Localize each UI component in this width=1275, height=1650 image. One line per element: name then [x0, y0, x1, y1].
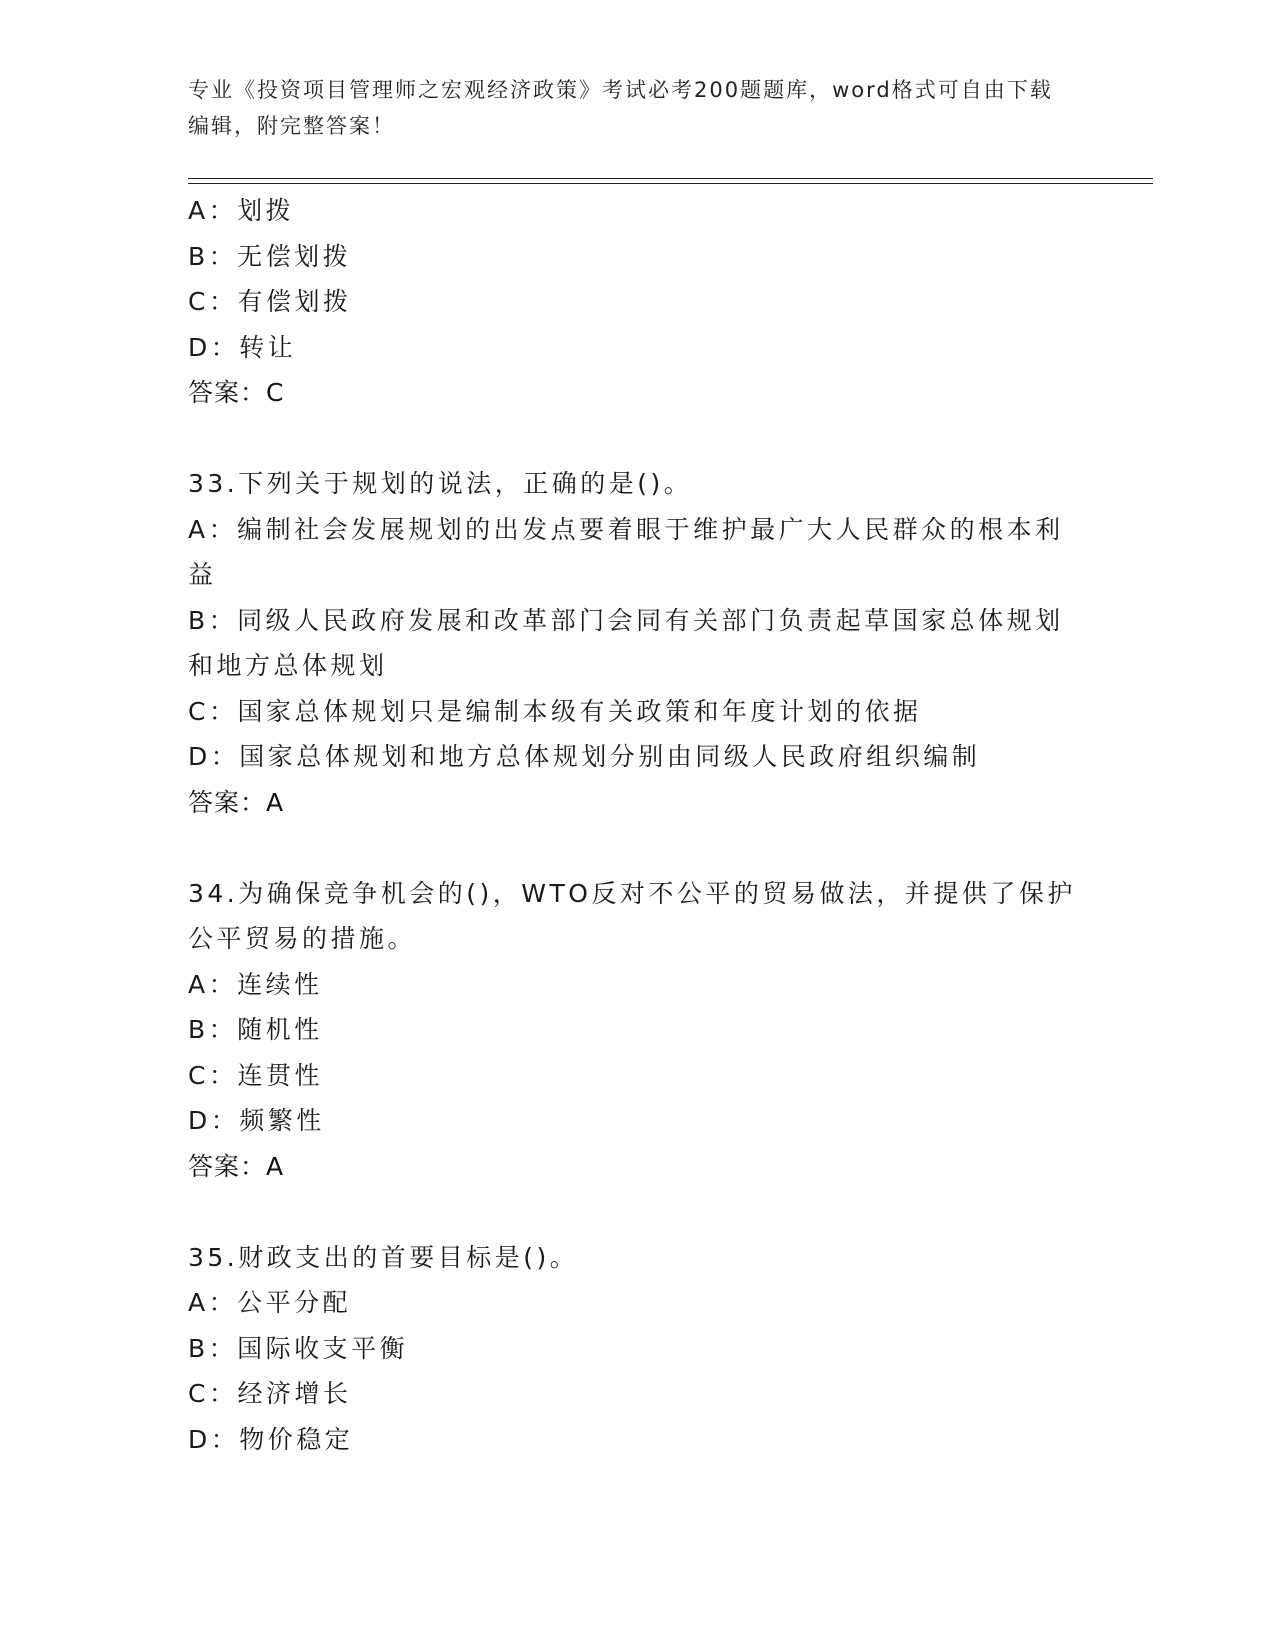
question-list [188, 188, 1088, 1462]
option-c: C：国家总体规划只是编制本级有关政策和年度计划的依据 [188, 696, 922, 726]
option-b: B：国际收支平衡 [188, 1333, 409, 1363]
option-d: D：频繁性 [188, 1106, 325, 1135]
question-32 [188, 188, 1088, 416]
option-c: C：连贯性 [188, 1060, 323, 1090]
answer: 答案：A [188, 787, 285, 817]
question-33 [188, 461, 1088, 825]
option-b: B：随机性 [188, 1015, 323, 1044]
answer: 答案：C [188, 378, 285, 407]
option-a: A：划拨 [188, 196, 295, 225]
option-d: D：国家总体规划和地方总体规划分别由同级人民政府组织编制 [188, 742, 981, 771]
answer: 答案：A [188, 1151, 285, 1181]
option-d: D：转让 [188, 332, 297, 362]
question-stem: 34.为确保竞争机会的()，WTO反对不公平的贸易做法，并提供了保护公平贸易的措施。 [188, 878, 1076, 953]
spacer [188, 825, 1088, 871]
header-divider-bottom [188, 183, 1153, 184]
question-35 [188, 1235, 1088, 1463]
spacer [188, 416, 1088, 462]
spacer [188, 1189, 1088, 1235]
document-header: 专业《投资项目管理师之宏观经济政策》考试必考200题题库，word格式可自由下载编辑，附完整答案！ [188, 78, 1053, 138]
header-divider-top [188, 178, 1153, 179]
question-stem: 35.财政支出的首要目标是()。 [188, 1242, 579, 1272]
option-a: A：公平分配 [188, 1288, 352, 1317]
question-stem: 33.下列关于规划的说法，正确的是()。 [188, 469, 693, 498]
option-c: C：有偿划拨 [188, 287, 352, 316]
option-b: B：无偿划拨 [188, 241, 352, 271]
option-c: C：经济增长 [188, 1379, 352, 1408]
option-b: B：同级人民政府发展和改革部门会同有关部门负责起草国家总体规划和地方总体规划 [188, 605, 1064, 680]
option-a: A：编制社会发展规划的出发点要着眼于维护最广大人民群众的根本利益 [188, 514, 1064, 589]
question-34 [188, 871, 1088, 1190]
option-d: D：物价稳定 [188, 1424, 354, 1454]
option-a: A：连续性 [188, 969, 323, 999]
